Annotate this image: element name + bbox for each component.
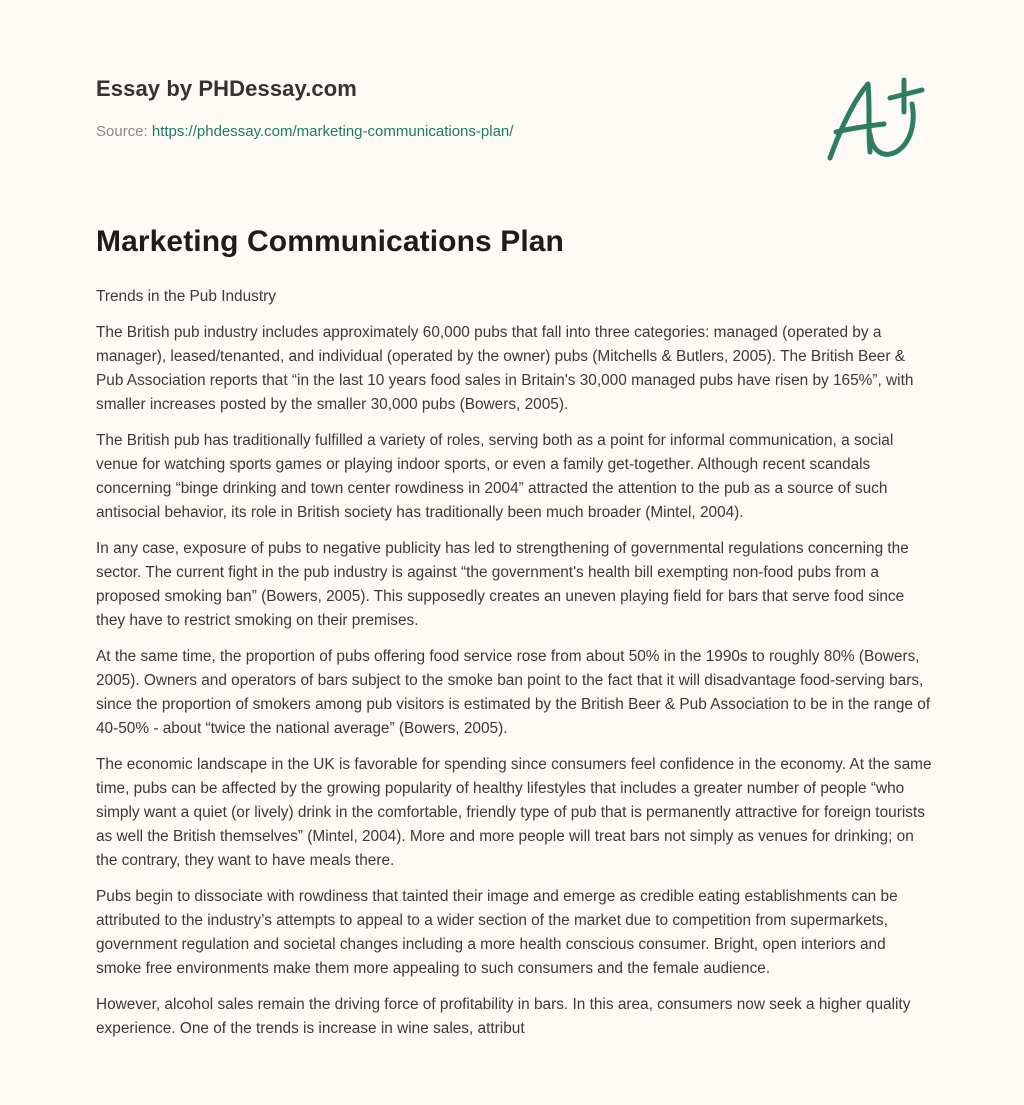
source-link[interactable]: https://phdessay.com/marketing-communications-plan/ <box>151 123 514 140</box>
essay-body <box>96 285 932 1053</box>
essay-paragraph: Pubs begin to dissociate with rowdiness that tainted their image and emerge as credible eating establishments can be attributed to the industry’s attempts to appeal to a wider section of the market due to competition from supermarkets, government regulation and societal changes including a more health conscious consumer. Bright, open interiors and smoke free environments make them more appealing to such consumers and the female audience. <box>96 888 898 977</box>
essay-paragraph: The economic landscape in the UK is favorable for spending since consumers feel confidence in the economy. At the same time, pubs can be affected by the growing popularity of healthy lifestyles that includes a greater number of people “who simply want a quiet (or lively) drink in the comfortable, friendly type of pub that is permanently attractive for foreign tourists as well the British themselves” (Mintel, 2004). More and more people will treat bars not simply as venues for drinking; on the contrary, they want to have meals there. <box>96 756 932 869</box>
essay-paragraph: However, alcohol sales remain the driving force of profitability in bars. In this area, consumers now seek a higher quality experience. One of the trends is increase in wine sales, attribut <box>96 996 911 1037</box>
source-line <box>96 123 513 140</box>
a-plus-grade-icon <box>818 66 934 170</box>
essay-paragraph: At the same time, the proportion of pubs offering food service rose from about 50% in the 1990s to roughly 80% (Bowers, 2005). Owners and operators of bars subject to the smoke ban point to the fact that it will disadvantage food-serving bars, since the proportion of smokers among pub visitors is estimated by the British Beer & Pub Association to be in the range of 40-50% - about “twice the national average” (Bowers, 2005). <box>96 648 931 737</box>
essay-paragraph: The British pub has traditionally fulfilled a variety of roles, serving both as a point for informal communication, a social venue for watching sports games or playing indoor sports, or even a family get-together. Although recent scandals concerning “binge drinking and town center rowdiness in 2004” attracted the attention to the pub as a source of such antisocial behavior, its role in British society has traditionally been much broader (Mintel, 2004). <box>96 432 894 521</box>
essay-paragraph: In any case, exposure of pubs to negative publicity has led to strengthening of governmental regulations concerning the sector. The current fight in the pub industry is against “the government's health bill exempting non-food pubs from a proposed smoking ban” (Bowers, 2005). This supposedly creates an uneven playing field for bars that serve food since they have to restrict smoking on their premises. <box>96 540 909 629</box>
essay-subtitle: Trends in the Pub Industry <box>96 288 276 305</box>
essay-paragraph: The British pub industry includes approximately 60,000 pubs that fall into three categories: managed (operated by a manager), leased/tenanted, and individual (operated by the owner) pubs (Mitchells & Butlers, 2005). The British Beer & Pub Association reports that “in the last 10 years food sales in Britain's 30,000 managed pubs have risen by 165%”, with smaller increases posted by the smaller 30,000 pubs (Bowers, 2005). <box>96 324 914 413</box>
site-title: Essay by PHDessay.com <box>96 76 357 101</box>
source-label: Source: <box>96 123 152 140</box>
essay-title: Marketing Communications Plan <box>96 225 564 258</box>
